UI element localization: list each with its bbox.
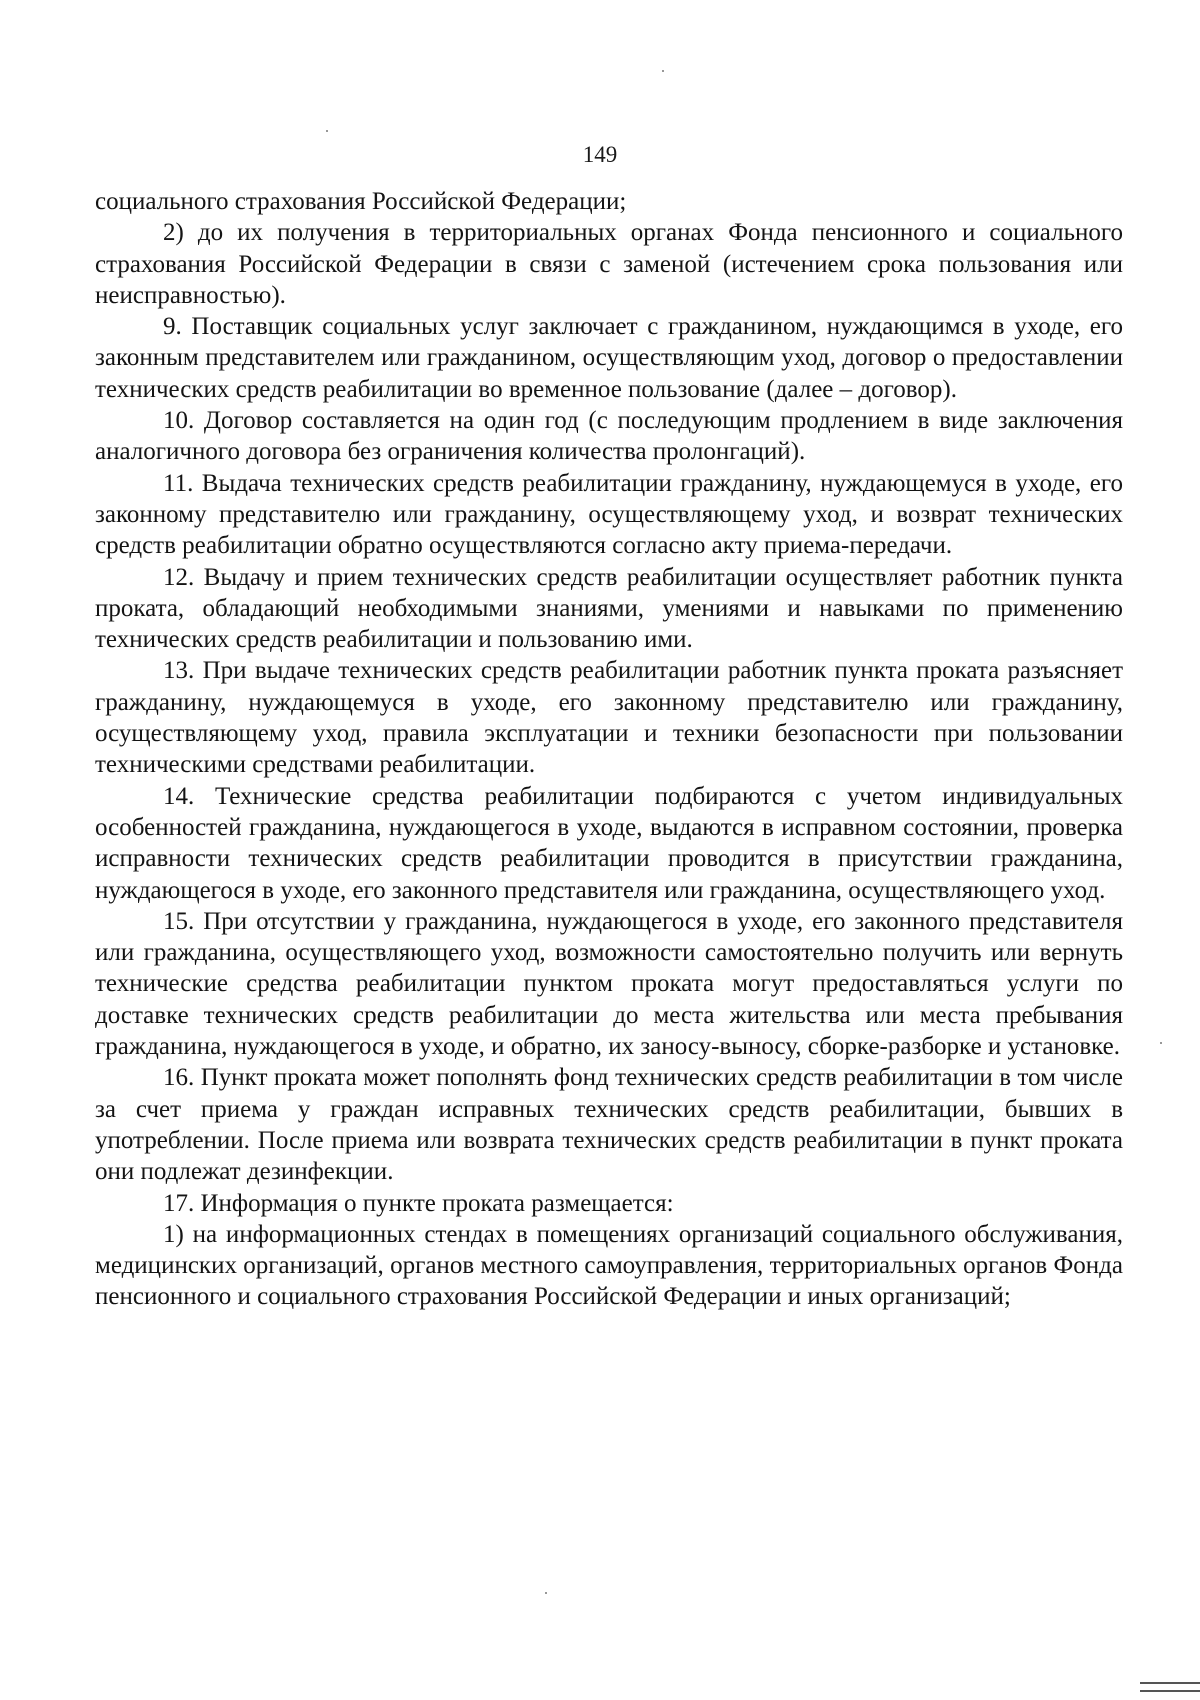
scan-speck <box>1160 1042 1162 1044</box>
scan-speck <box>326 130 328 132</box>
paragraph-item-16: 16. Пункт проката может пополнять фонд технических средств реабилитации в том числе за счет приема у граждан исправных технических средств реабилитации, бывших в употреблении. После приема или возврата технических средств реабилитации в пункт проката они подлежат дезинфекции. <box>95 1064 1123 1186</box>
scan-speck <box>545 1592 547 1594</box>
scan-speck <box>662 70 664 72</box>
scan-edge-mark <box>1140 1682 1200 1692</box>
paragraph-item-17: 17. Информация о пункте проката размещается: <box>163 1189 674 1217</box>
paragraph-item-15: 15. При отсутствии у гражданина, нуждающегося в уходе, его законного представителя или гражданина, осуществляющего уход, возможности самостоятельно получить или вернуть технические средства реабилитации пунктом проката могут предоставляться услуги по доставке технических средств реабилитации до места жительства или места пребывания гражданина, нуждающегося в уходе, и обратно, их заносу-выносу, сборке-разборке и установке. <box>95 907 1123 1061</box>
page-number: 149 <box>582 142 618 167</box>
paragraph-item-17-1: 1) на информационных стендах в помещениях организаций социального обслуживания, медицинских организаций, органов местного самоуправления, территориальных органов Фонда пенсионного и социального страхования Российской Федерации и иных организаций; <box>95 1220 1123 1311</box>
paragraph-item-10: 10. Договор составляется на один год (с последующим продлением в виде заключения аналогичного договора без ограничения количества пролонгаций). <box>95 407 1123 466</box>
paragraph-item-14: 14. Технические средства реабилитации подбираются с учетом индивидуальных особенностей гражданина, нуждающегося в уходе, выдаются в исправном состоянии, проверка исправности технических средств реабилитации проводится в присутствии гражданина, нуждающегося в уходе, его законного представителя или гражданина, осуществляющего уход. <box>95 782 1123 904</box>
paragraph-item-13: 13. При выдаче технических средств реабилитации работник пункта проката разъясняет гражданину, нуждающемуся в уходе, его законному представителю или гражданину, осуществляющему уход, правила эксплуатации и техники безопасности при пользовании техническими средствами реабилитации. <box>95 657 1123 779</box>
document-body <box>95 186 1123 1313</box>
paragraph-item-8-2: 2) до их получения в территориальных органах Фонда пенсионного и социального страхования Российской Федерации в связи с заменой (истечением срока пользования или неисправностью). <box>95 219 1123 309</box>
paragraph-item-11: 11. Выдача технических средств реабилитации гражданину, нуждающемуся в уходе, его законному представителю или гражданину, осуществляющему уход, и возврат технических средств реабилитации обратно осуществляются согласно акту приема-передачи. <box>95 469 1123 560</box>
paragraph-continuation: социального страхования Российской Федерации; <box>95 188 627 215</box>
paragraph-item-12: 12. Выдачу и прием технических средств реабилитации осуществляет работник пункта проката, обладающий необходимыми знаниями, умениями и навыками по применению технических средств реабилитации и пользованию ими. <box>95 563 1123 654</box>
paragraph-item-9: 9. Поставщик социальных услуг заключает с гражданином, нуждающимся в уходе, его законным представителем или гражданином, осуществляющим уход, договор о предоставлении технических средств реабилитации во временное пользование (далее – договор). <box>95 313 1123 403</box>
